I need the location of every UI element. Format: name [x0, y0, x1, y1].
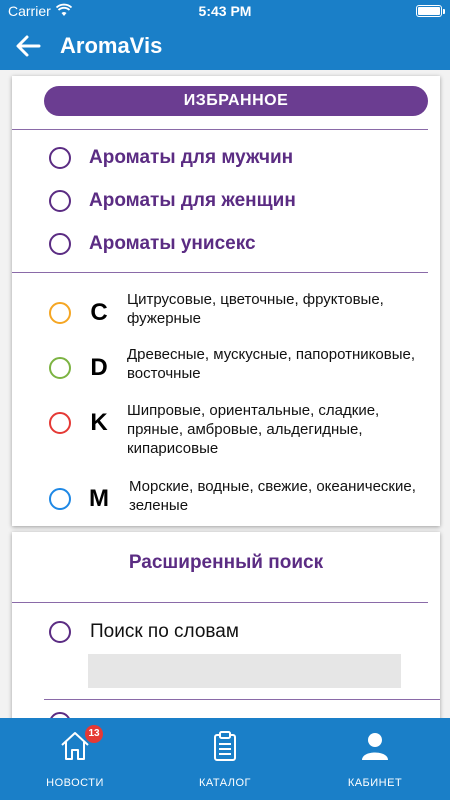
clipboard-icon [209, 730, 241, 762]
search-by-words-label: Поиск по словам [90, 621, 239, 642]
divider [44, 699, 440, 700]
group-description: Древесные, мускусные, папоротниковые, восточные [127, 346, 415, 382]
group-letter: C [90, 299, 108, 326]
status-bar [0, 0, 450, 22]
search-words-input[interactable] [88, 654, 401, 688]
carrier-label: Carrier [8, 3, 51, 19]
favorites-button[interactable]: ИЗБРАННОЕ [44, 86, 428, 116]
radio-button[interactable] [49, 147, 71, 169]
divider [12, 129, 428, 130]
back-arrow-icon[interactable] [14, 32, 44, 60]
status-time: 5:43 PM [198, 3, 252, 19]
notification-badge: 13 [85, 725, 103, 743]
category-label: Ароматы для мужчин [89, 147, 294, 168]
battery-icon [416, 5, 442, 17]
tab-catalog[interactable] [150, 718, 300, 800]
radio-button[interactable] [49, 233, 71, 255]
group-description: Цитрусовые, цветочные, фруктовые, фужерные [127, 291, 384, 327]
tab-account[interactable] [300, 718, 450, 800]
advanced-search-title: Расширенный поиск [128, 552, 324, 573]
advanced-search-card [12, 532, 440, 732]
category-label: Ароматы для женщин [89, 190, 296, 211]
filter-card [12, 76, 440, 526]
radio-button[interactable] [49, 302, 71, 324]
divider [12, 602, 428, 603]
group-letter: K [90, 409, 108, 436]
app-title: AromaVis [60, 33, 163, 58]
group-description: Морские, водные, свежие, океанические, зеленые [129, 478, 416, 514]
group-description: Шипровые, ориентальные, сладкие, пряные, амбровые, альдегидные, кипарисовые [127, 402, 380, 457]
group-letter: D [90, 354, 108, 381]
radio-button[interactable] [49, 190, 71, 212]
tab-label: КАТАЛОГ [198, 777, 252, 789]
group-letter: M [89, 485, 109, 512]
radio-button[interactable] [49, 488, 71, 510]
radio-button[interactable] [49, 357, 71, 379]
nav-bar [0, 22, 450, 70]
tab-label: КАБИНЕТ [347, 777, 403, 789]
tab-label: НОВОСТИ [46, 777, 104, 789]
category-label: Ароматы унисекс [89, 233, 256, 254]
user-icon [359, 730, 391, 762]
radio-button[interactable] [49, 412, 71, 434]
radio-button[interactable] [49, 621, 71, 643]
divider [12, 272, 428, 273]
tab-bar [0, 718, 450, 800]
tab-news[interactable] [0, 718, 150, 800]
